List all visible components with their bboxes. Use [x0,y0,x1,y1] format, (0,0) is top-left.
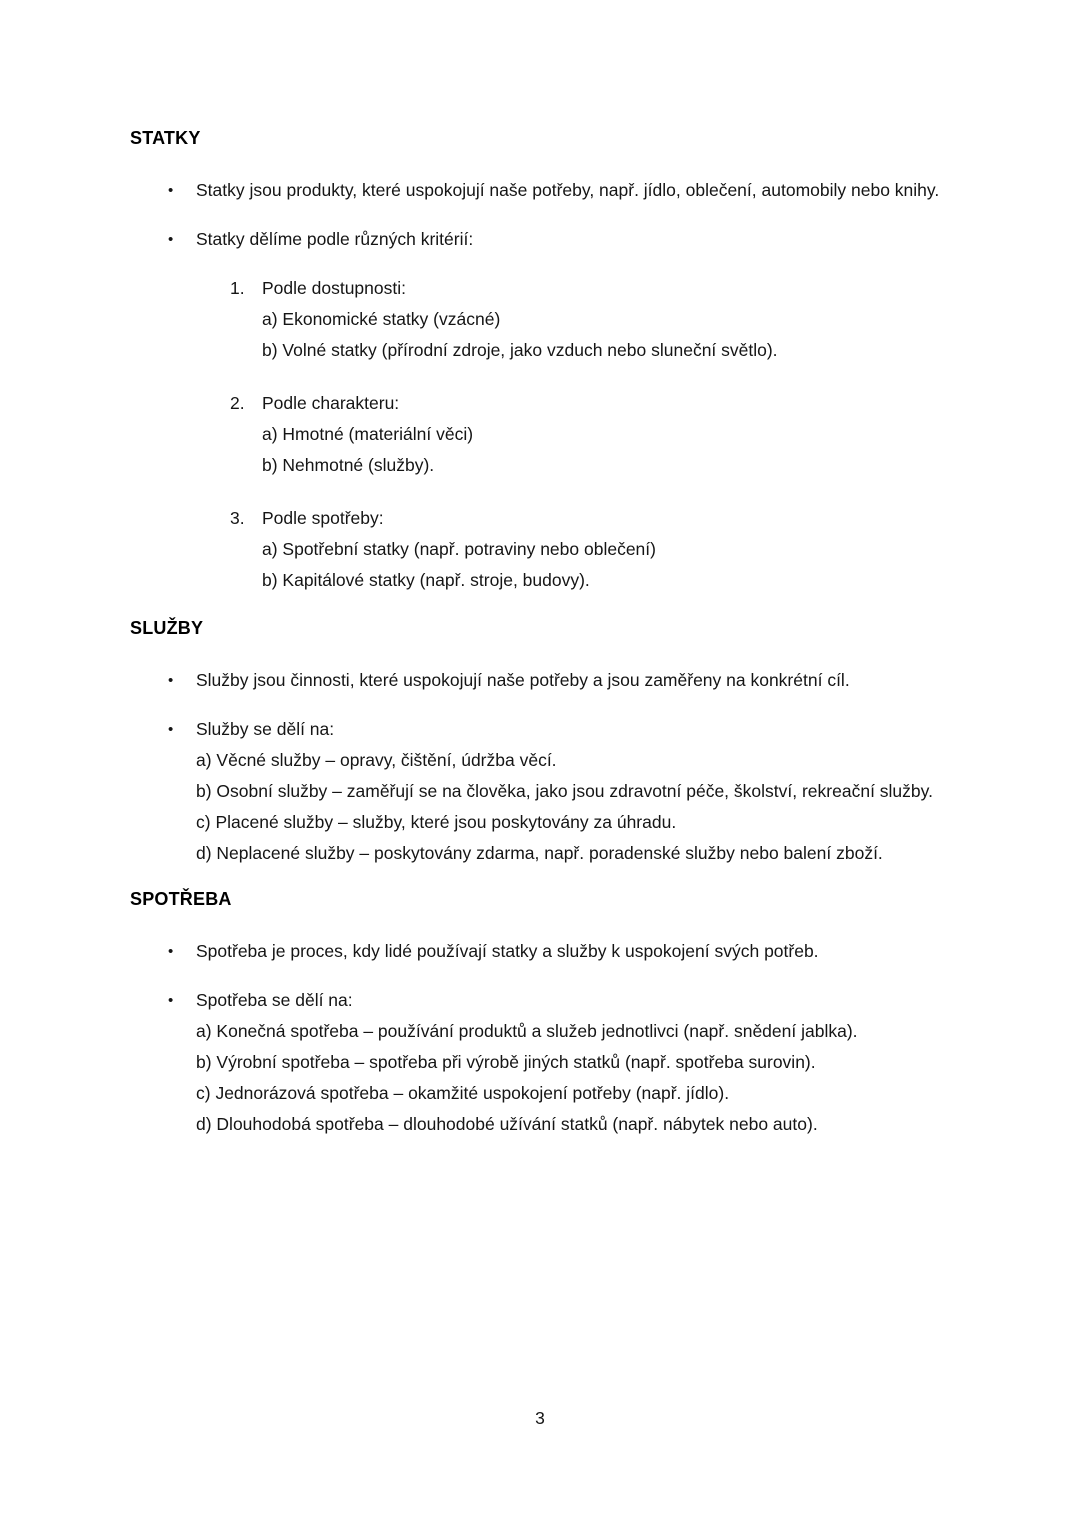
bullet-text: Spotřeba se dělí na: [196,990,353,1010]
sub-line: a) Věcné služby – opravy, čištění, údržba věcí. [196,750,557,770]
numbered-list [230,273,954,596]
bullet-body [196,714,954,869]
bullet-text: Statky jsou produkty, které uspokojují naše potřeby, např. jídlo, oblečení, automobily nebo knihy. [196,180,940,200]
sub-line: b) Volné statky (přírodní zdroje, jako vzduch nebo sluneční světlo). [262,340,778,360]
bullet-icon: • [168,182,174,199]
sub-line: a) Konečná spotřeba – používání produktů a služeb jednotlivci (např. snědení jablka). [196,1021,858,1041]
sub-line: d) Dlouhodobá spotřeba – dlouhodobé užívání statků (např. nábytek nebo auto). [196,1114,818,1134]
sub-line: b) Výrobní spotřeba – spotřeba při výrobě jiných statků (např. spotřeba surovin). [196,1052,816,1072]
bullet-body [196,936,954,967]
section-heading-sluzby: SLUŽBY [130,618,204,638]
list-item [168,714,954,869]
list-item [168,224,954,255]
sub-line: d) Neplacené služby – poskytovány zdarma, např. poradenské služby nebo balení zboží. [196,843,883,863]
section-statky [130,128,954,596]
sub-line: c) Placené služby – služby, které jsou poskytovány za úhradu. [196,812,677,832]
bullet-text: Statky dělíme podle různých kritérií: [196,229,474,249]
list-item [168,936,954,967]
sub-line: a) Hmotné (materiální věci) [262,424,474,444]
bullet-icon: • [168,721,174,738]
list-item [168,665,954,696]
section-heading-statky: STATKY [130,128,201,148]
sub-line: a) Ekonomické statky (vzácné) [262,309,501,329]
page-number: 3 [535,1408,545,1428]
sub-line: b) Kapitálové statky (např. stroje, budovy). [262,570,590,590]
bullet-icon: • [168,231,174,248]
section-sluzby [130,618,954,869]
numbered-title: Podle dostupnosti: [262,278,406,298]
bullet-body [196,985,954,1140]
numbered-body [262,503,950,596]
sub-line: b) Nehmotné (služby). [262,455,435,475]
numbered-item [230,388,950,481]
sub-line: c) Jednorázová spotřeba – okamžité uspokojení potřeby (např. jídlo). [196,1083,730,1103]
list-item [168,175,954,206]
numbered-title: Podle spotřeby: [262,508,384,528]
bullet-body [196,224,954,255]
numbered-body [262,388,950,481]
list-item [168,985,954,1140]
bullet-text: Služby se dělí na: [196,719,335,739]
list-number: 1. [230,278,245,298]
numbered-item [230,273,950,366]
list-number: 2. [230,393,245,413]
bullet-body [196,665,954,696]
bullet-text: Služby jsou činnosti, které uspokojují naše potřeby a jsou zaměřeny na konkrétní cíl. [196,670,850,690]
section-heading-spotreba: SPOTŘEBA [130,889,232,909]
numbered-title: Podle charakteru: [262,393,400,413]
bullet-icon: • [168,943,174,960]
numbered-body [262,273,950,366]
bullet-icon: • [168,992,174,1009]
sub-line: b) Osobní služby – zaměřují se na člověka, jako jsou zdravotní péče, školství, rekreační služby. [196,781,933,801]
sub-line: a) Spotřební statky (např. potraviny nebo oblečení) [262,539,656,559]
numbered-item [230,503,950,596]
section-spotreba [130,889,954,1140]
bullet-body [196,175,954,206]
list-number: 3. [230,508,245,528]
bullet-icon: • [168,672,174,689]
bullet-text: Spotřeba je proces, kdy lidé používají statky a služby k uspokojení svých potřeb. [196,941,819,961]
